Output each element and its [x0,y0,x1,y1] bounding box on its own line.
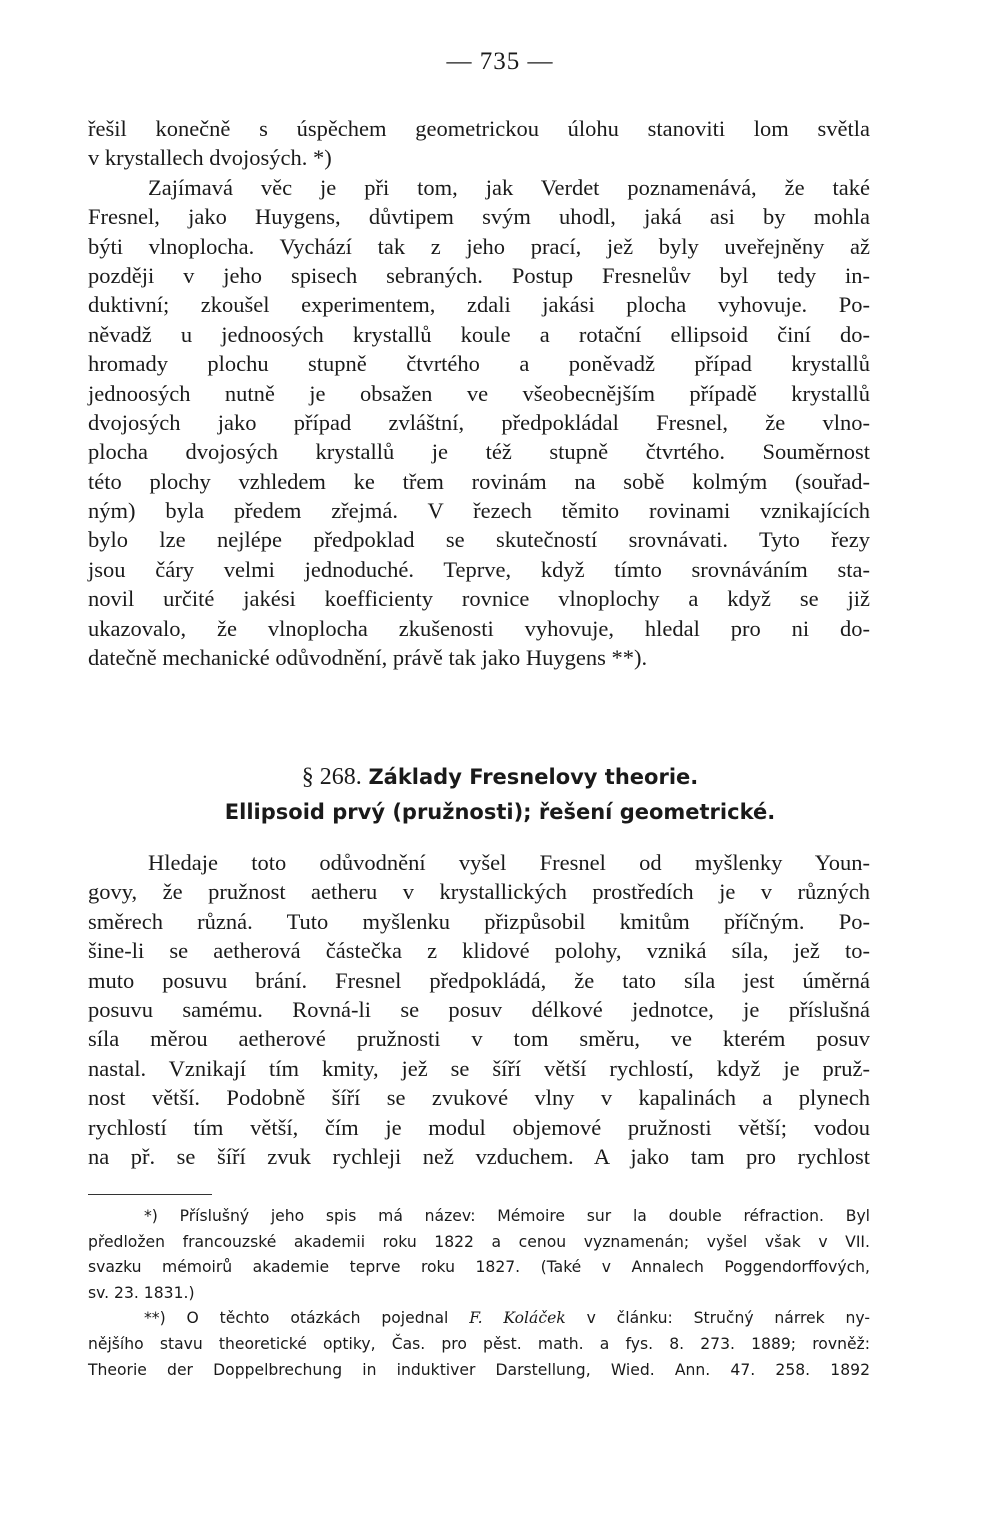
text-line: jednoosých nutně je obsažen ve všeobecnějším případě krystallů [88,380,870,406]
text-line: duktivní; zkoušel experimentem, zdali jakási plocha vyhovuje. Po- [88,292,870,318]
text-line: na př. se šíří zvuk rychleji než vzduchem. A jako tam pro rychlost [88,1143,870,1169]
text-line: nost větší. Podobně šíří se zvukové vlny v kapalinách a plynech [88,1085,870,1111]
body-paragraph-2 [88,848,870,1171]
footnote-line: sv. 23. 1831.) [88,1283,195,1302]
footnotes [88,1204,870,1383]
footnote-author: F. Koláček [469,1309,566,1328]
text-line: posuvu samému. Rovná-li se posuv délkové jednotce, je příslušná [88,996,870,1022]
text-line: Hledaje toto odůvodnění vyšel Fresnel od myšlenky Youn- [148,850,870,875]
body-paragraph-1 [88,114,870,672]
footnote-line: předložen francouzské akademii roku 1822 a cenou vyznamenán; vyšel však v VII. [88,1232,870,1251]
text-line: této plochy vzhledem ke třem rovinám na sobě kolmým (souřad- [88,468,870,494]
text-line: ukazovalo, že vlnoplocha zkušenosti vyhovuje, hledal pro ni do- [88,615,870,641]
text-line: novil určité jakési koefficienty rovnice vlnoplochy a když se již [88,586,870,612]
text-line: govy, že pružnost aetheru v krystallických prostředích je v různých [88,879,870,905]
text-line: muto posuvu brání. Fresnel předpokládá, že tato síla jest úměrná [88,967,870,993]
page-number: — 735 — [446,48,554,75]
footnote-line [88,1306,870,1332]
text-line: nastal. Vznikají tím kmity, jež se šíří větší rychlostí, když je pruž- [88,1055,870,1081]
footnote-text: **) O těchto otázkách pojednal [144,1309,449,1328]
section-heading-line-1 [0,760,1000,794]
text-line: plocha dvojosých krystallů je též stupně čtvrtého. Souměrnost [88,439,870,465]
section-subtitle: Ellipsoid prvý (pružnosti); řešení geometrické. [224,800,776,824]
footnote-text: v článku: Stručný nárrek ny- [586,1309,870,1328]
text-line: rychlostí tím větší, čím je modul objemové pružnosti větší; vodou [88,1114,870,1140]
text-line: býti vlnoplocha. Vychází tak z jeho prací, jež byly uveřejněny až [88,233,870,259]
section-heading-line-2 [0,795,1000,829]
text-line: Fresnel, jako Huygens, důvtipem svým uhodl, jaká asi by mohla [88,204,870,230]
section-number: § 268. [301,764,362,790]
text-line: něvadž u jednoosých krystallů koule a rotační ellipsoid činí do- [88,321,870,347]
text-line: směrech různá. Tuto myšlenku přizpůsobil kmitům příčným. Po- [88,908,870,934]
text-line: datečně mechanické odůvodnění, právě tak jako Huygens **). [88,645,648,671]
footnote-line: Theorie der Doppelbrechung in induktiver Darstellung, Wied. Ann. 47. 258. 1892 [88,1360,870,1379]
footnote-divider [88,1194,212,1195]
text-line: síla měrou aetherové pružnosti v tom směru, ve kterém posuv [88,1026,870,1052]
text-line: Zajímavá věc je při tom, jak Verdet poznamenává, že také [148,174,870,200]
footnote-line: svazku mémoirů akademie teprve roku 1827. (Také v Annalech Poggendorffových, [88,1258,870,1277]
section-title: Základy Fresnelovy theorie. [368,765,699,789]
text-line: hromady plochu stupně čtvrtého a poněvadž případ krystallů [88,351,870,377]
footnote-line: nějšího stavu theoretické optiky, Čas. pro pěst. math. a fys. 8. 273. 1889; rovněž: [88,1334,870,1353]
footnote-line: *) Příslušný jeho spis má název: Mémoire sur la double réfraction. Byl [144,1207,870,1225]
text-line: šine-li se aetherová částečka z klidové polohy, vzniká síla, jež to- [88,938,870,964]
text-line: později v jeho spisech sebraných. Postup Fresnelův byl tedy in- [88,262,870,288]
text-line: jsou čáry velmi jednoduché. Teprve, když tímto srovnáváním sta- [88,556,870,582]
text-line: dvojosých jako případ zvláštní, předpokládal Fresnel, že vlno- [88,409,870,435]
text-line: ným) byla předem zřejmá. V řezech těmito rovinami vznikajících [88,498,870,524]
text-line: bylo lze nejlépe předpoklad se skutečností srovnávati. Tyto řezy [88,527,870,553]
text-line: v krystallech dvojosých. *) [88,145,332,171]
text-line: řešil konečně s úspěchem geometrickou úlohu stanoviti lom světla [88,116,870,141]
